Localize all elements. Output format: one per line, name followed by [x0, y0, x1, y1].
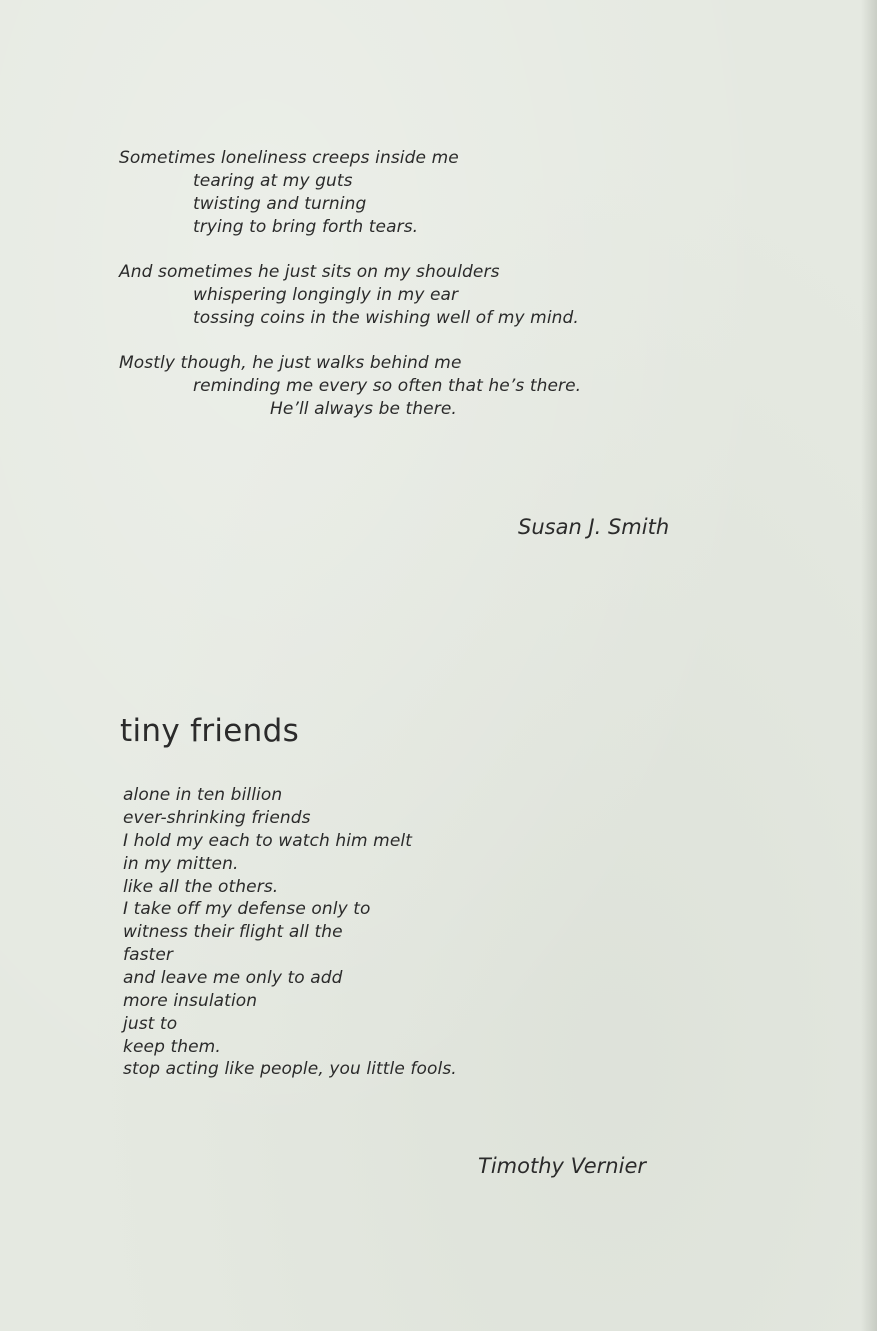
poem-line: like all the others.: [123, 877, 279, 897]
poem-line: tearing at my guts: [193, 171, 353, 191]
poem-line: trying to bring forth tears.: [193, 217, 419, 237]
poem-line: twisting and turning: [193, 194, 367, 214]
poem-line: And sometimes he just sits on my shoulders: [119, 262, 500, 282]
poem-line: reminding me every so often that he’s there.: [193, 376, 582, 396]
poem-line: I take off my defense only to: [123, 899, 371, 919]
poem-line: tossing coins in the wishing well of my mind.: [193, 308, 579, 328]
poem-line: keep them.: [123, 1037, 221, 1057]
poem-line: whispering longingly in my ear: [193, 285, 459, 305]
poem-line: and leave me only to add: [123, 968, 343, 988]
poem-line: alone in ten billion: [123, 785, 283, 805]
poem-2-author: Timothy Vernier: [478, 1154, 646, 1178]
poem-2-title: tiny friends: [120, 713, 300, 749]
poem-line: in my mitten.: [123, 854, 239, 874]
poem-line: more insulation: [123, 991, 258, 1011]
poem-1-author: Susan J. Smith: [518, 515, 670, 539]
poem-line: stop acting like people, you little fools.: [123, 1059, 457, 1079]
poem-line: witness their flight all the: [123, 922, 343, 942]
poem-line: just to: [123, 1014, 178, 1034]
poem-line: I hold my each to watch him melt: [123, 831, 412, 851]
page-spine-shadow: [861, 0, 877, 1331]
poem-line: faster: [123, 945, 173, 965]
poem-line: Sometimes loneliness creeps inside me: [119, 148, 459, 168]
poem-line: Mostly though, he just walks behind me: [119, 353, 462, 373]
poem-line: ever-shrinking friends: [123, 808, 311, 828]
poem-line: He’ll always be there.: [270, 399, 457, 419]
